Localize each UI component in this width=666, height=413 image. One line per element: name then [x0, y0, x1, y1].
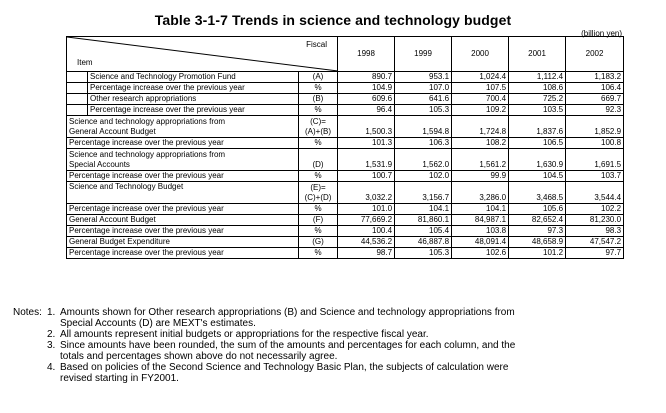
row-label: Other research appropriations: [88, 94, 299, 105]
value-cell: 3,544.4: [566, 182, 624, 204]
value-cell: 102.6: [452, 248, 509, 259]
note-line: Based on policies of the Second Science and Technology Basic Plan, the subjects of calculation were: [60, 362, 509, 373]
value-cell: 106.3: [395, 138, 452, 149]
table-row: [67, 182, 624, 204]
value-cell: 100.4: [338, 226, 395, 237]
budget-table: [66, 36, 624, 259]
row-code: [299, 182, 338, 204]
indent-cell: [67, 105, 88, 116]
indent-cell: [67, 94, 88, 105]
note-item: [13, 362, 658, 384]
value-cell: 81,860.1: [395, 215, 452, 226]
row-code: %: [299, 204, 338, 215]
row-label: Percentage increase over the previous year: [67, 204, 299, 215]
row-code: (G): [299, 237, 338, 248]
value-cell: 98.3: [566, 226, 624, 237]
value-cell: 44,536.2: [338, 237, 395, 248]
value-cell: 1,852.9: [566, 116, 624, 138]
table-row: [67, 215, 624, 226]
row-label: Percentage increase over the previous year: [67, 226, 299, 237]
note-line: revised starting in FY2001.: [60, 373, 179, 384]
note-number: 4.: [47, 362, 56, 373]
row-label: Percentage increase over the previous year: [88, 105, 299, 116]
note-line: Since amounts have been rounded, the sum of the amounts and percentages for each column, and the: [60, 340, 516, 351]
table-row: [67, 116, 624, 138]
row-code: %: [299, 138, 338, 149]
value-cell: 103.5: [509, 105, 566, 116]
value-cell: 103.7: [566, 171, 624, 182]
row-label: General Account Budget: [67, 215, 299, 226]
note-item: [13, 307, 658, 329]
table-row: [67, 138, 624, 149]
note-line: All amounts represent initial budgets or appropriations for the respective fiscal year.: [60, 329, 429, 340]
note-line: Amounts shown for Other research appropriations (B) and Science and technology appropriations from: [60, 307, 515, 318]
row-label: [67, 149, 299, 171]
value-cell: 1,837.6: [509, 116, 566, 138]
value-cell: 1,500.3: [338, 116, 395, 138]
note-line: Special Accounts (D) are MEXT's estimates.: [60, 318, 256, 329]
indent-cell: [67, 83, 88, 94]
notes-section: [13, 307, 658, 384]
fiscal-label: Fiscal: [306, 40, 328, 49]
value-cell: 102.0: [395, 171, 452, 182]
row-code-line: (A)+(B): [305, 126, 332, 136]
row-code: (D): [299, 149, 338, 171]
table-row: [67, 105, 624, 116]
value-cell: 97.7: [566, 248, 624, 259]
value-cell: 1,183.2: [566, 72, 624, 83]
value-cell: 99.9: [452, 171, 509, 182]
value-cell: 101.3: [338, 138, 395, 149]
value-cell: 953.1: [395, 72, 452, 83]
row-code: (A): [299, 72, 338, 83]
value-cell: 81,230.0: [566, 215, 624, 226]
value-cell: 1,561.2: [452, 149, 509, 171]
year-header: 1998: [338, 37, 395, 72]
value-cell: 1,112.4: [509, 72, 566, 83]
value-cell: 669.7: [566, 94, 624, 105]
value-cell: 97.3: [509, 226, 566, 237]
value-cell: 101.0: [338, 204, 395, 215]
table-row: [67, 83, 624, 94]
value-cell: 84,987.1: [452, 215, 509, 226]
value-cell: 1,531.9: [338, 149, 395, 171]
value-cell: 105.3: [395, 105, 452, 116]
value-cell: 3,286.0: [452, 182, 509, 204]
value-cell: 641.6: [395, 94, 452, 105]
value-cell: 890.7: [338, 72, 395, 83]
value-cell: 104.1: [395, 204, 452, 215]
row-code-line: (C)+(D): [304, 192, 332, 202]
value-cell: 106.5: [509, 138, 566, 149]
note-number: 1.: [47, 307, 56, 318]
value-cell: 82,652.4: [509, 215, 566, 226]
row-label-line: Science and technology appropriations from: [69, 116, 226, 126]
value-cell: 3,032.2: [338, 182, 395, 204]
table-row: [67, 171, 624, 182]
value-cell: 108.2: [452, 138, 509, 149]
row-label: Percentage increase over the previous year: [88, 83, 299, 94]
row-code: [299, 116, 338, 138]
value-cell: 100.7: [338, 171, 395, 182]
value-cell: 104.9: [338, 83, 395, 94]
value-cell: 1,024.4: [452, 72, 509, 83]
value-cell: 101.2: [509, 248, 566, 259]
row-code: %: [299, 83, 338, 94]
value-cell: 77,669.2: [338, 215, 395, 226]
note-number: 2.: [47, 329, 56, 340]
row-label: Percentage increase over the previous year: [67, 138, 299, 149]
value-cell: 107.0: [395, 83, 452, 94]
value-cell: 48,658.9: [509, 237, 566, 248]
notes-lead: Notes:: [13, 307, 42, 318]
value-cell: 48,091.4: [452, 237, 509, 248]
header-row: [67, 37, 624, 72]
table-row: [67, 248, 624, 259]
value-cell: 92.3: [566, 105, 624, 116]
item-label: Item: [77, 58, 93, 67]
value-cell: 100.8: [566, 138, 624, 149]
table-row: [67, 204, 624, 215]
value-cell: 107.5: [452, 83, 509, 94]
value-cell: 105.3: [395, 248, 452, 259]
value-cell: 96.4: [338, 105, 395, 116]
value-cell: 1,562.0: [395, 149, 452, 171]
value-cell: 3,156.7: [395, 182, 452, 204]
note-item: [13, 329, 658, 340]
value-cell: 102.2: [566, 204, 624, 215]
value-cell: 609.6: [338, 94, 395, 105]
row-label: Percentage increase over the previous year: [67, 248, 299, 259]
value-cell: 106.4: [566, 83, 624, 94]
row-label: [67, 116, 299, 138]
year-header: 2000: [452, 37, 509, 72]
year-header: 2001: [509, 37, 566, 72]
value-cell: 105.6: [509, 204, 566, 215]
unit-label: (billion yen): [581, 29, 622, 38]
indent-cell: [67, 72, 88, 83]
value-cell: 1,724.8: [452, 116, 509, 138]
year-header: 2002: [566, 37, 624, 72]
table-row: [67, 237, 624, 248]
header-corner: [67, 37, 338, 72]
note-number: 3.: [47, 340, 56, 351]
table-title: Table 3-1-7 Trends in science and technology budget: [154, 12, 512, 28]
value-cell: 108.6: [509, 83, 566, 94]
value-cell: 109.2: [452, 105, 509, 116]
row-code: (B): [299, 94, 338, 105]
value-cell: 1,691.5: [566, 149, 624, 171]
value-cell: 105.4: [395, 226, 452, 237]
note-line: totals and percentages shown above do not necessarily agree.: [60, 351, 338, 362]
row-code: (F): [299, 215, 338, 226]
row-label: Percentage increase over the previous year: [67, 171, 299, 182]
row-code: %: [299, 226, 338, 237]
value-cell: 104.1: [452, 204, 509, 215]
table-row: [67, 94, 624, 105]
row-code: %: [299, 171, 338, 182]
note-text: [60, 329, 658, 340]
note-text: [60, 340, 658, 362]
value-cell: 47,547.2: [566, 237, 624, 248]
row-label: General Budget Expenditure: [67, 237, 299, 248]
row-code-line: (E)=: [310, 182, 326, 192]
value-cell: 1,630.9: [509, 149, 566, 171]
value-cell: 103.8: [452, 226, 509, 237]
table-row: [67, 149, 624, 171]
value-cell: 3,468.5: [509, 182, 566, 204]
row-code-line: (C)=: [310, 116, 326, 126]
row-code: %: [299, 105, 338, 116]
value-cell: 1,594.8: [395, 116, 452, 138]
value-cell: 46,887.8: [395, 237, 452, 248]
row-label-line: Science and technology appropriations from: [69, 149, 226, 159]
row-label: Science and Technology Budget: [67, 182, 299, 204]
row-label-line: Special Accounts: [69, 159, 130, 169]
note-text: [60, 307, 658, 329]
note-item: [13, 340, 658, 362]
row-code: %: [299, 248, 338, 259]
value-cell: 98.7: [338, 248, 395, 259]
year-header: 1999: [395, 37, 452, 72]
value-cell: 104.5: [509, 171, 566, 182]
value-cell: 725.2: [509, 94, 566, 105]
note-text: [60, 362, 658, 384]
table-row: [67, 72, 624, 83]
header-diagonal-line: [67, 37, 338, 71]
value-cell: 700.4: [452, 94, 509, 105]
table-row: [67, 226, 624, 237]
row-label-line: General Account Budget: [69, 126, 156, 136]
row-label: Science and Technology Promotion Fund: [88, 72, 299, 83]
